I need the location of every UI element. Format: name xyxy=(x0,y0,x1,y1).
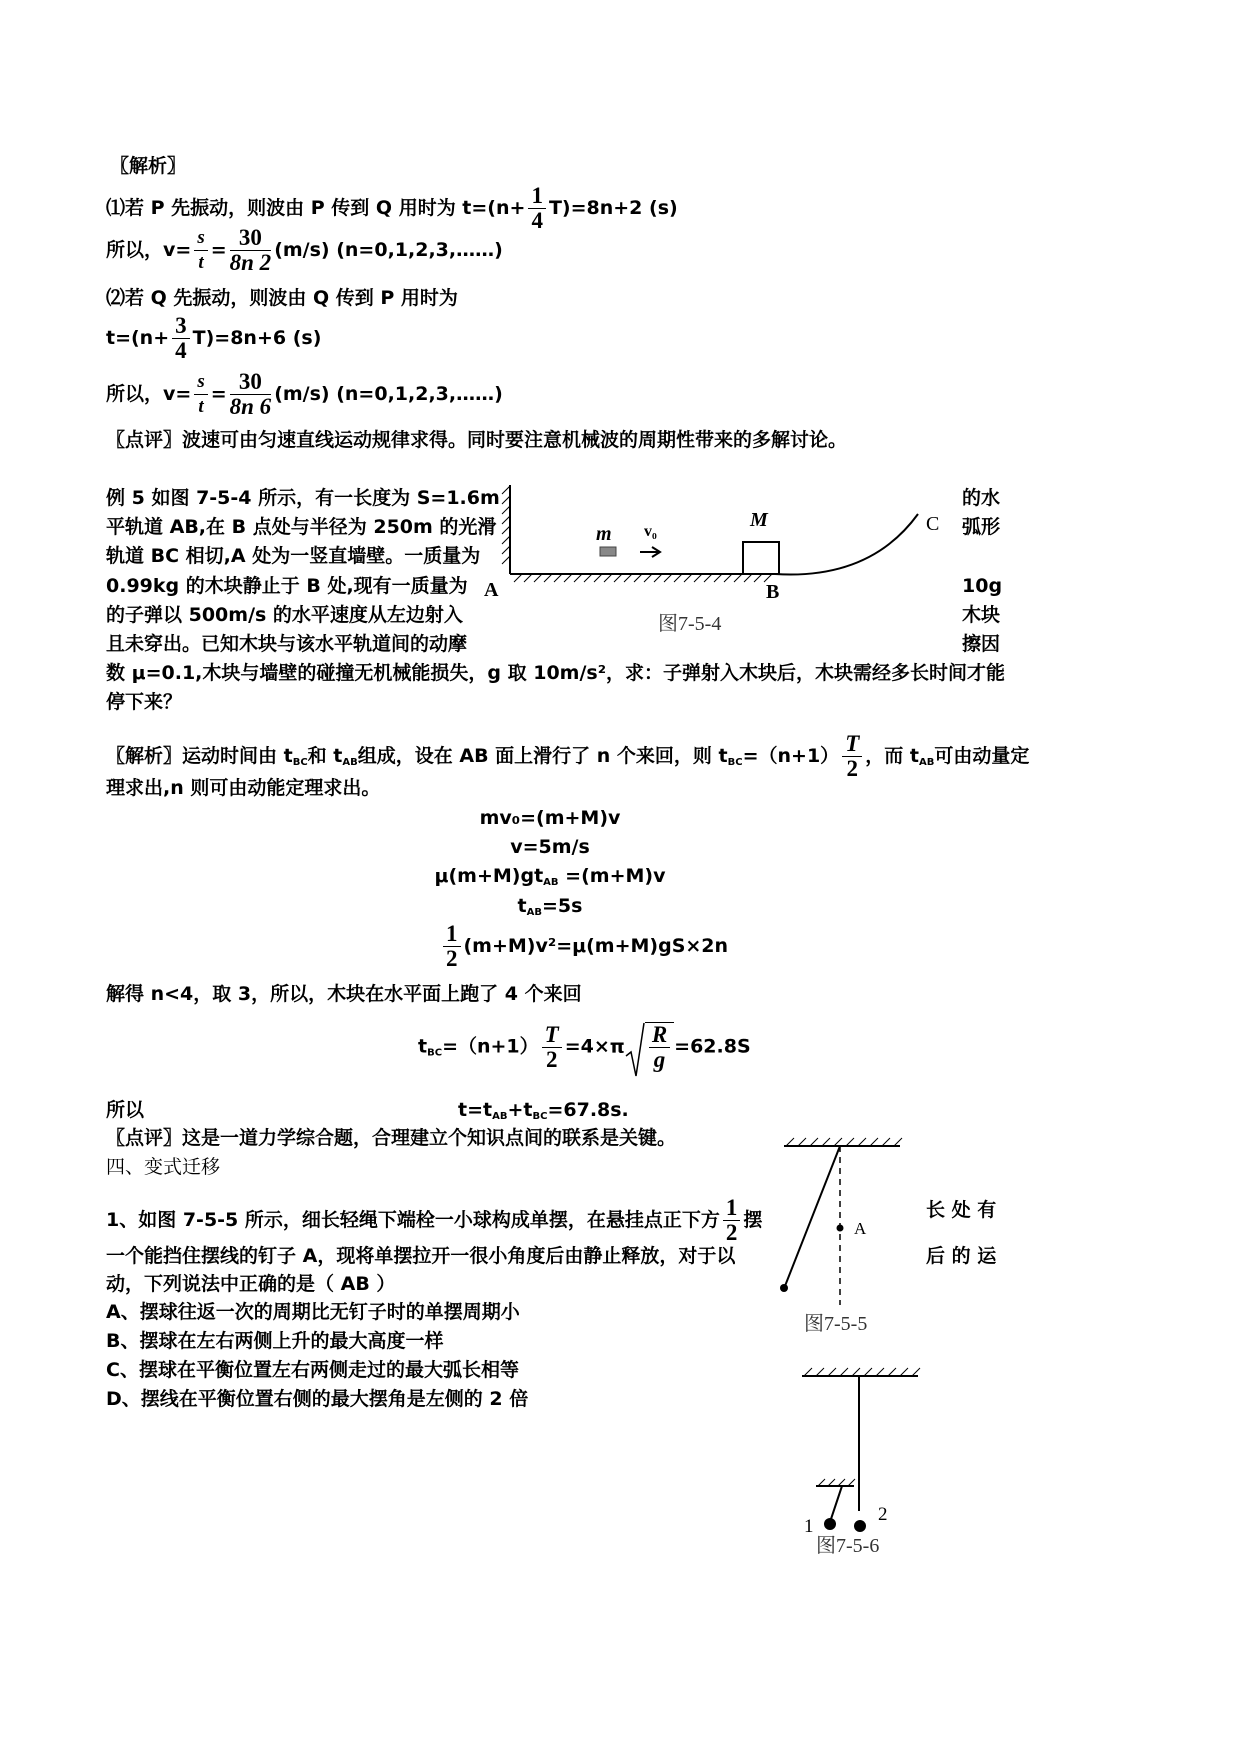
label-M: M xyxy=(750,509,768,531)
option-c: C、摆球在平衡位置左右两侧走过的最大弧长相等 xyxy=(106,1359,519,1381)
velocity1-line: 所以，v= $\frac{s}{t}$ = $\frac{30}{8n 2}$ (m/s) (n=0,1,2,3,……) xyxy=(106,225,503,275)
velocity2-fraction: $\frac{30}{8n 6}$ xyxy=(229,369,272,419)
s-over-t-fraction: $\frac{s}{t}$ xyxy=(194,226,207,275)
bullet xyxy=(600,547,616,556)
wooden-block xyxy=(743,542,779,574)
ex5-line-2-right: 弧形 xyxy=(962,516,1001,538)
question1-line-1: 1、如图 7-5-5 所示，细长轻绳下端栓一小球构成单摆，在悬挂点正下方 $\frac{1}{2}$ 摆 xyxy=(106,1195,763,1245)
ex5-line-3: 轨道 BC 相切,A 处为一竖直墙壁。一质量为 xyxy=(106,545,481,567)
half-fraction: $\frac{1}{2}$ xyxy=(443,922,461,971)
figure-caption: 图7-5-6 xyxy=(816,1535,880,1554)
velocity1-fraction: $\frac{30}{8n 2}$ xyxy=(229,225,272,275)
nail-a xyxy=(837,1225,844,1232)
quarter-fraction: $\frac{1}{4}$ xyxy=(528,184,546,233)
analysis5-line-3: 解得 n<4，取 3，所以，木块在水平面上跑了 4 个来回 xyxy=(106,983,582,1005)
analysis5-line-1: 〖解析〗运动时间由 $t_{BC}$和 $t_{AB}$组成，设在 AB 面上滑行了 n 个来回，则 $t_{BC}=(n+1)$ $\frac{T}{2}$ ，而 $t_{AB}$可由动量定 xyxy=(106,731,1030,781)
equation-impulse: $\mu(m+M)gt_{AB} =(m+M)v$ xyxy=(434,865,666,888)
case1-result: T)=8n+2 (s) xyxy=(548,197,678,219)
ex5-line-7: 数 μ=0.1,木块与墙壁的碰撞无机械能损失，g 取 10m/s²，求：子弹射入木块后，木块需经多长时间才能 xyxy=(106,662,1006,684)
ex5-line-8: 停下来？ xyxy=(106,691,183,713)
option-a: A、摆球往返一次的周期比无钉子时的单摆周期小 xyxy=(106,1301,520,1323)
three-quarter-fraction: $\frac{3}{4}$ xyxy=(172,314,190,363)
ex5-line-1-right: 的水 xyxy=(962,487,1001,509)
option-d: D、摆线在平衡位置右侧的最大摆角是左侧的 2 倍 xyxy=(106,1388,529,1410)
ex5-line-5: 的子弹以 500m/s 的水平速度从左边射入 xyxy=(106,604,463,626)
label-nail-a: A xyxy=(854,1219,867,1238)
ex5-line-6-right: 擦因 xyxy=(962,633,1001,655)
case2-line: ⑵若 Q 先振动，则波由 Q 传到 P 用时为 xyxy=(106,287,458,309)
analysis-label: 〖解析〗 xyxy=(110,155,187,177)
equation-momentum: mv₀=(m+M)v xyxy=(479,807,621,829)
ball-2 xyxy=(854,1520,866,1532)
label-C: C xyxy=(926,513,940,535)
equation-total-time: $t=t_{AB}+t_{BC}=67.8s$. xyxy=(458,1099,629,1122)
comment-1: 〖点评〗波速可由匀速直线运动规律求得。同时要注意机械波的周期性带来的多解讨论。 xyxy=(106,429,848,451)
question1-line-3: 动，下列说法中正确的是（ AB ） xyxy=(106,1273,396,1295)
ex5-line-6: 且未穿出。已知木块与该水平轨道间的动摩 xyxy=(106,633,468,655)
arc-track-bc xyxy=(775,514,918,575)
time2-line: t=(n+ $\frac{3}{4}$ T)=8n+6 (s) xyxy=(106,313,322,363)
figure-7-5-4 xyxy=(480,480,950,640)
ex5-line-2: 平轨道 AB,在 B 点处与半径为 250m 的光滑 xyxy=(106,516,497,538)
label-v0: v₀ xyxy=(644,523,657,540)
figure-caption: 图7-5-4 xyxy=(658,613,722,635)
velocity-arrow xyxy=(640,547,660,557)
label-A: A xyxy=(484,579,499,601)
figure-7-5-6 xyxy=(790,1356,930,1554)
case1-text: ⑴若 P 先振动，则波由 P 传到 Q 用时为 t=(n+ xyxy=(106,197,526,219)
pendulum-ball xyxy=(780,1284,788,1292)
short-pendulum-string xyxy=(830,1486,842,1522)
radical-sign xyxy=(625,1022,645,1080)
option-b: B、摆球在左右两侧上升的最大高度一样 xyxy=(106,1330,444,1352)
ex5-line-1: 例 5 如图 7-5-4 所示，有一长度为 S=1.6m xyxy=(106,487,500,509)
equation-tab: $t_{AB}=5s$ xyxy=(517,895,583,918)
equation-energy: $\frac{1}{2}$ (m+M)v²=μ(m+M)gS×2n xyxy=(440,922,728,971)
analysis5-line-2: 理求出,n 则可由动能定理求出。 xyxy=(106,777,381,799)
velocity2-line: 所以，v= $\frac{s}{t}$ = $\frac{30}{8n 6}$ (m/s) (n=0,1,2,3,……) xyxy=(106,369,503,419)
label-ball-1: 1 xyxy=(804,1516,814,1537)
t-over-2-fraction: $\frac{T}{2}$ xyxy=(542,1023,562,1072)
question1-line-1-right: 长 处 有 xyxy=(926,1199,997,1221)
ceiling xyxy=(802,1368,920,1376)
label-m: m xyxy=(596,523,612,545)
question1-line-2-right: 后 的 运 xyxy=(926,1245,997,1267)
half-fraction: $\frac{1}{2}$ xyxy=(723,1196,741,1245)
ex5-line-4: 0.99kg 的木块静止于 B 处,现有一质量为 xyxy=(106,575,468,597)
s-over-t-fraction: $\frac{s}{t}$ xyxy=(194,370,207,419)
horizontal-track xyxy=(510,574,775,582)
section-4-heading: 四、变式迁移 xyxy=(106,1156,221,1178)
ball-1 xyxy=(824,1518,836,1530)
equation-velocity: v=5m/s xyxy=(510,836,590,858)
label-B: B xyxy=(766,581,780,603)
pendulum-string xyxy=(785,1146,840,1286)
ex5-line-5-right: 木块 xyxy=(962,604,1001,626)
figure-7-5-5 xyxy=(770,1130,920,1340)
so-label: 所以 xyxy=(106,1099,145,1121)
ceiling xyxy=(784,1138,902,1146)
short-support xyxy=(816,1479,855,1486)
question1-line-2: 一个能挡住摆线的钉子 A，现将单摆拉开一很小角度后由静止释放，对于以 xyxy=(106,1245,736,1267)
t-over-2-fraction: $\frac{T}{2}$ xyxy=(842,732,862,781)
equation-tbc: $t_{BC}=(n+1)$ $\frac{T}{2}$ =4×π $\frac{R}{g}$ =62.8S xyxy=(418,1022,751,1072)
ex5-line-4-right: 10g xyxy=(962,575,1003,597)
sqrt-r-over-g: $\frac{R}{g}$ xyxy=(625,1022,674,1072)
wall xyxy=(502,485,510,574)
figure-caption: 图7-5-5 xyxy=(804,1313,868,1335)
comment-2: 〖点评〗这是一道力学综合题，合理建立个知识点间的联系是关键。 xyxy=(106,1127,677,1149)
label-ball-2: 2 xyxy=(878,1504,888,1525)
